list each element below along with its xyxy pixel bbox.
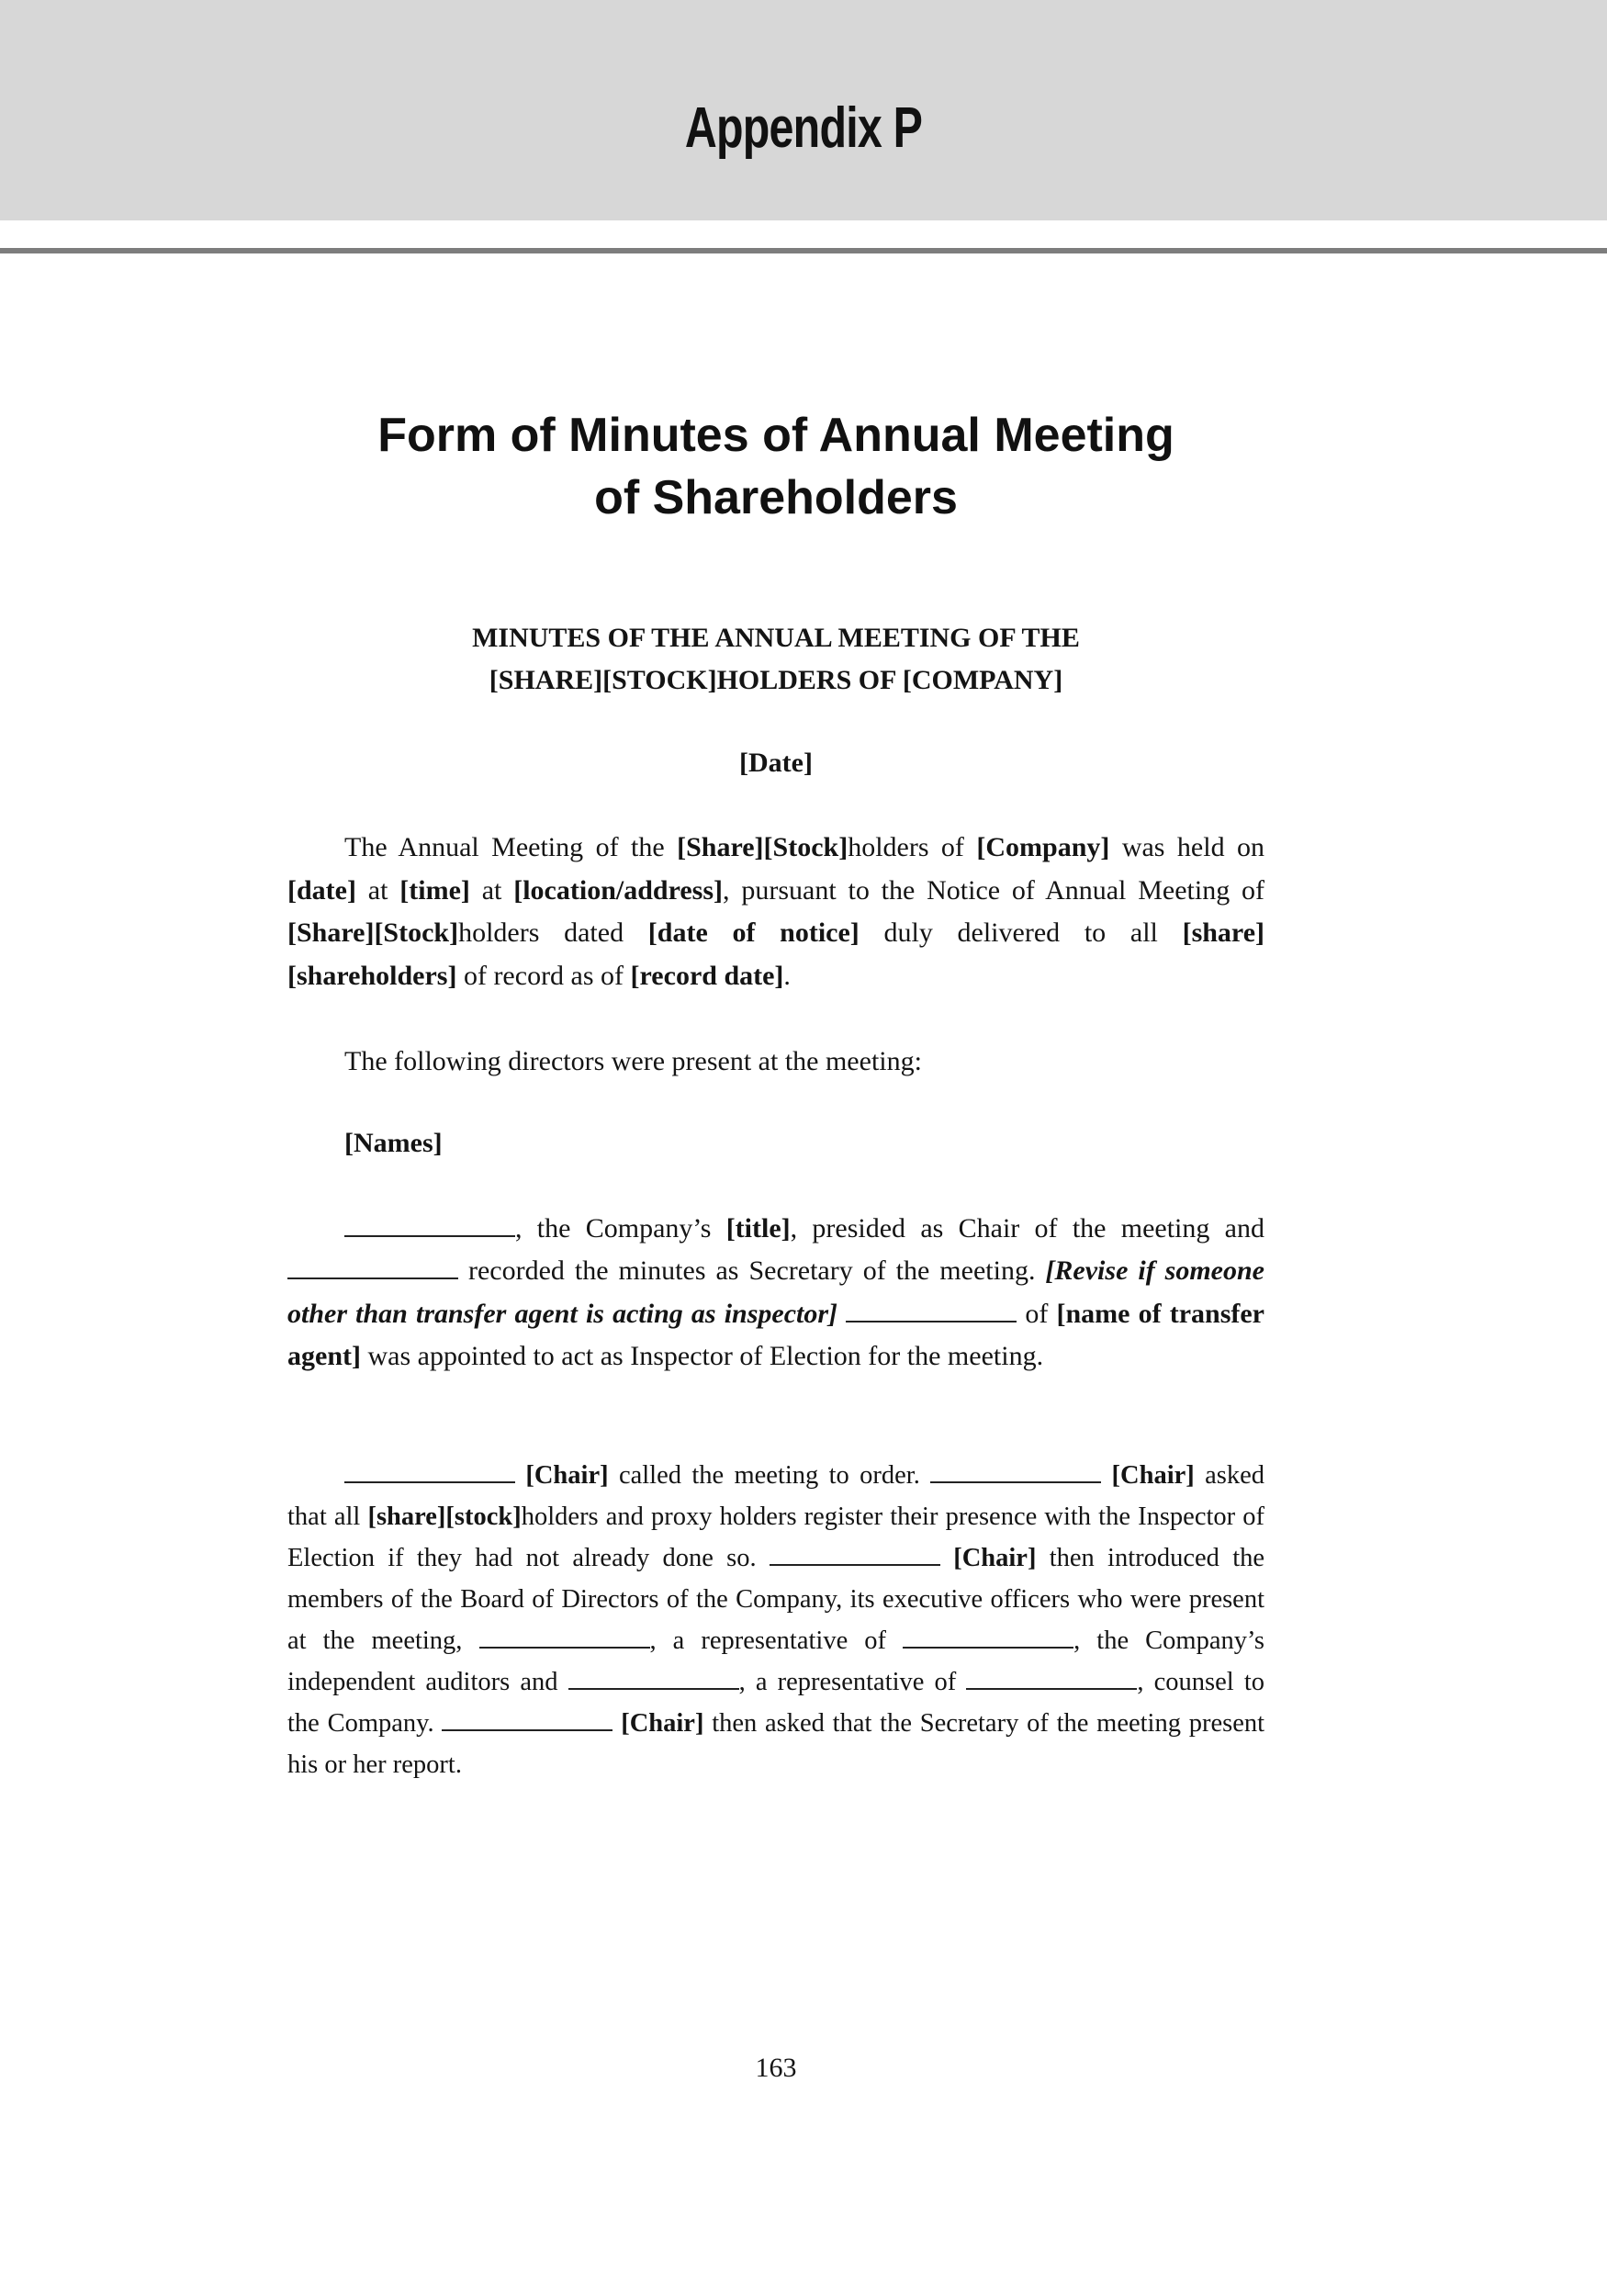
blank-line [903, 1646, 1073, 1649]
blank-line [846, 1320, 1017, 1322]
page-number: 163 [755, 2053, 797, 2083]
header-divider [0, 248, 1607, 253]
meeting-date-placeholder: [Date] [739, 748, 813, 778]
appendix-label: Appendix P [684, 96, 923, 160]
blank-line [966, 1687, 1137, 1690]
blank-line [442, 1728, 612, 1731]
minutes-heading [287, 617, 1264, 702]
minutes-heading-line-1: MINUTES OF THE ANNUAL MEETING OF THE [472, 623, 1080, 653]
minutes-heading-line-2: [SHARE][STOCK]HOLDERS OF [COMPANY] [489, 665, 1063, 695]
blank-line [479, 1646, 650, 1649]
blank-line [770, 1563, 940, 1566]
paragraph-chair-secretary: , the Company’s [title], presided as Chair of the meeting and recorded the minutes as Secretary of the meeting. [Revise if someone other than transfer agent is acting as inspector] of [name of transfer agent] was appointed to act as Inspector of Election for the meeting. [287, 1213, 1265, 1371]
blank-line [568, 1687, 739, 1690]
page-title [275, 404, 1276, 529]
page-title-line-1: Form of Minutes of Annual Meeting [377, 409, 1174, 462]
paragraph-names-placeholder: [Names] [344, 1128, 443, 1158]
paragraph-call-to-order: [Chair] called the meeting to order. [Chair] asked that all [share][stock]holders and proxy holders register their presence with the Inspector of Election if they had not already done so. [Chair] then introduced the members of the Board of Directors of the Company, its executive officers who were present at the meeting, , a representative of , the Company’s independent auditors and , a representative of , counsel to the Company. [Chair] then asked that the Secretary of the meeting present his or her report. [287, 1461, 1265, 1779]
paragraph-directors-present: The following directors were present at the meeting: [344, 1046, 922, 1076]
blank-line [287, 1277, 458, 1279]
blank-line [344, 1234, 515, 1237]
paragraph-meeting-details: The Annual Meeting of the [Share][Stock]holders of [Company] was held on [date] at [time] at [location/address], pursuant to the Notice of Annual Meeting of [Share][Stock]holders dated [date of notice] duly delivered to all [share][shareholders] of record as of [record date]. [287, 832, 1265, 991]
blank-line [344, 1480, 515, 1483]
blank-line [930, 1480, 1101, 1483]
page-title-line-2: of Shareholders [594, 471, 958, 524]
